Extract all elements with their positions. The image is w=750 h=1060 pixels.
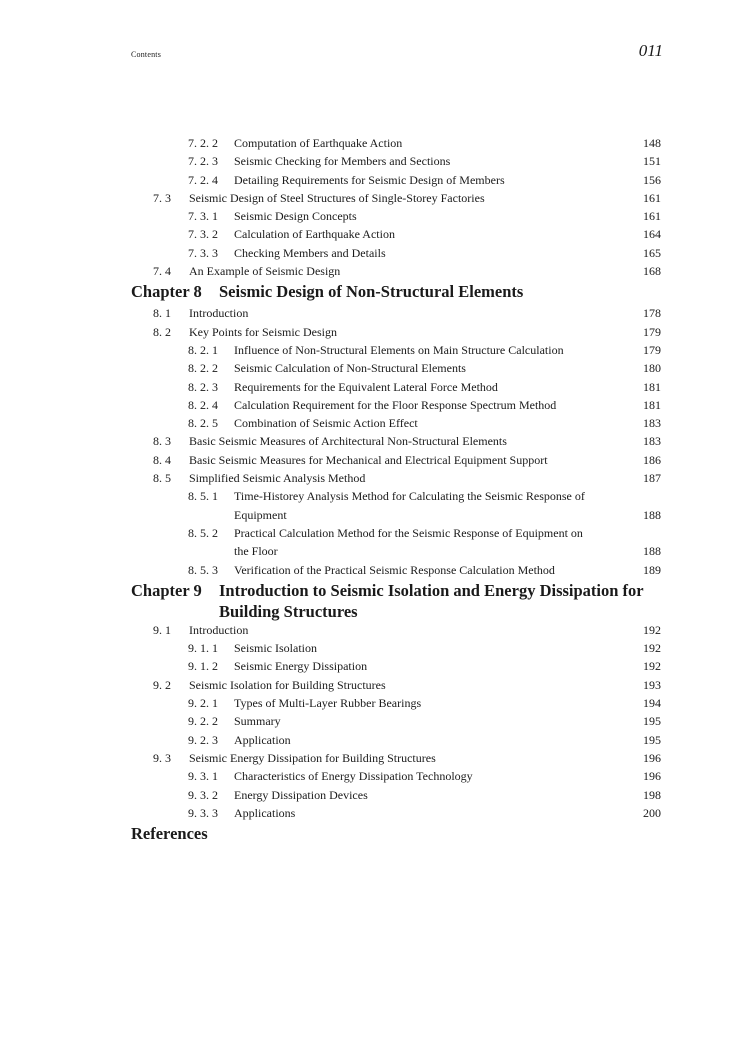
entry-page: 180 bbox=[643, 361, 661, 376]
entry-title: Verification of the Practical Seismic Response Calculation Method bbox=[234, 562, 555, 577]
chapter-number: Chapter 8 bbox=[131, 282, 202, 302]
toc-entry[interactable] bbox=[0, 378, 750, 396]
entry-number: 8. 5. 1 bbox=[188, 489, 218, 504]
toc-entry[interactable] bbox=[0, 524, 750, 542]
entry-title: Simplified Seismic Analysis Method bbox=[189, 471, 366, 486]
entry-page: 196 bbox=[643, 750, 661, 765]
entry-page: 196 bbox=[643, 769, 661, 784]
chapter-title: Introduction to Seismic Isolation and Energy Dissipation for Building Structures bbox=[219, 580, 644, 621]
entry-title: Seismic Isolation bbox=[234, 641, 317, 656]
toc-entry[interactable] bbox=[0, 414, 750, 432]
entry-page: 164 bbox=[643, 227, 661, 242]
entry-page: 151 bbox=[643, 154, 661, 169]
toc-entry[interactable] bbox=[0, 304, 750, 322]
toc-entry[interactable] bbox=[0, 694, 750, 712]
toc-entry-continued[interactable] bbox=[0, 506, 750, 524]
entry-number: 9. 3. 1 bbox=[188, 769, 218, 784]
entry-number: 7. 3. 3 bbox=[188, 245, 218, 260]
toc-entry[interactable] bbox=[0, 731, 750, 749]
entry-page: 189 bbox=[643, 562, 661, 577]
entry-number: 9. 3. 2 bbox=[188, 787, 218, 802]
toc-entry[interactable] bbox=[0, 134, 750, 152]
entry-page: 161 bbox=[643, 190, 661, 205]
toc-entry[interactable] bbox=[0, 341, 750, 359]
entry-title: Seismic Calculation of Non-Structural Elements bbox=[234, 361, 466, 376]
entry-number: 8. 1 bbox=[153, 306, 171, 321]
entry-page: 195 bbox=[643, 714, 661, 729]
entry-page: 192 bbox=[643, 622, 661, 637]
entry-title-continued: Equipment bbox=[234, 507, 287, 522]
toc-entry[interactable] bbox=[0, 225, 750, 243]
toc-entry[interactable] bbox=[0, 767, 750, 785]
entry-page: 200 bbox=[643, 805, 661, 820]
entry-title: Application bbox=[234, 732, 291, 747]
toc-entry[interactable] bbox=[0, 432, 750, 450]
running-header: Contents bbox=[131, 50, 162, 59]
toc-entry[interactable] bbox=[0, 262, 750, 280]
entry-title: Calculation Requirement for the Floor Response Spectrum Method bbox=[234, 397, 557, 412]
entry-title: Detailing Requirements for Seismic Design of Members bbox=[234, 172, 505, 187]
entry-page: 156 bbox=[643, 172, 661, 187]
entry-number: 9. 3 bbox=[153, 750, 171, 765]
entry-number: 9. 2. 3 bbox=[188, 732, 218, 747]
toc-entry[interactable] bbox=[0, 639, 750, 657]
entry-page: 178 bbox=[643, 306, 661, 321]
entry-title: Applications bbox=[234, 805, 296, 820]
toc-entry[interactable] bbox=[0, 323, 750, 341]
entry-number: 8. 2. 4 bbox=[188, 397, 218, 412]
entry-number: 7. 2. 2 bbox=[188, 136, 218, 150]
entry-number: 8. 2. 2 bbox=[188, 361, 218, 376]
entry-title: Seismic Energy Dissipation for Building Structures bbox=[189, 750, 436, 765]
entry-number: 7. 4 bbox=[153, 264, 171, 279]
entry-number: 8. 2. 5 bbox=[188, 416, 218, 431]
entry-number: 7. 3 bbox=[153, 190, 171, 205]
entry-title: Characteristics of Energy Dissipation Technology bbox=[234, 769, 473, 784]
toc-entry[interactable] bbox=[0, 469, 750, 487]
table-of-contents bbox=[0, 134, 750, 846]
toc-entry[interactable] bbox=[0, 621, 750, 639]
entry-number: 7. 3. 1 bbox=[188, 209, 218, 224]
entry-page: 181 bbox=[643, 397, 661, 412]
references-title: References bbox=[131, 824, 208, 844]
entry-number: 7. 3. 2 bbox=[188, 227, 218, 242]
toc-entry[interactable] bbox=[0, 657, 750, 675]
entry-page: 187 bbox=[643, 471, 661, 486]
toc-entry[interactable] bbox=[0, 207, 750, 225]
entry-title: Summary bbox=[234, 714, 281, 729]
entry-number: 8. 5. 3 bbox=[188, 562, 218, 577]
entry-title: Influence of Non-Structural Elements on Main Structure Calculation bbox=[234, 342, 564, 357]
entry-title: Requirements for the Equivalent Lateral Force Method bbox=[234, 379, 498, 394]
entry-page: 186 bbox=[643, 452, 661, 467]
toc-entry[interactable] bbox=[0, 786, 750, 804]
entry-title: Seismic Design Concepts bbox=[234, 209, 357, 224]
entry-title: Key Points for Seismic Design bbox=[189, 324, 337, 339]
entry-title: Basic Seismic Measures for Mechanical and Electrical Equipment Support bbox=[189, 452, 548, 467]
entry-page: 148 bbox=[643, 136, 661, 150]
chapter-title: Seismic Design of Non-Structural Elements bbox=[219, 282, 524, 302]
page-number: 011 bbox=[638, 41, 663, 60]
entry-page: 192 bbox=[643, 641, 661, 656]
entry-page: 168 bbox=[643, 264, 661, 279]
toc-entry[interactable] bbox=[0, 189, 750, 207]
entry-page: 195 bbox=[643, 732, 661, 747]
entry-page: 188 bbox=[643, 507, 661, 522]
entry-page: 194 bbox=[643, 696, 661, 711]
entry-number: 8. 2. 3 bbox=[188, 379, 218, 394]
toc-references[interactable] bbox=[0, 822, 750, 846]
entry-number: 8. 3 bbox=[153, 434, 171, 449]
entry-page: 165 bbox=[643, 245, 661, 260]
entry-number: 9. 1. 1 bbox=[188, 641, 218, 656]
entry-number: 9. 2. 1 bbox=[188, 696, 218, 711]
toc-chapter-heading[interactable] bbox=[0, 281, 750, 303]
entry-page: 183 bbox=[643, 416, 661, 431]
toc-chapter-heading[interactable] bbox=[0, 580, 750, 620]
entry-title: Introduction bbox=[189, 622, 249, 637]
toc-entry[interactable] bbox=[0, 712, 750, 730]
entry-page: 198 bbox=[643, 787, 661, 802]
entry-number: 8. 5. 2 bbox=[188, 525, 218, 540]
entry-page: 179 bbox=[643, 342, 661, 357]
toc-entry[interactable] bbox=[0, 676, 750, 694]
entry-page: 188 bbox=[643, 544, 661, 559]
entry-page: 181 bbox=[643, 379, 661, 394]
entry-title: Energy Dissipation Devices bbox=[234, 787, 368, 802]
entry-page: 161 bbox=[643, 209, 661, 224]
toc-entry[interactable] bbox=[0, 804, 750, 822]
entry-page: 193 bbox=[643, 677, 661, 692]
toc-entry[interactable] bbox=[0, 244, 750, 262]
entry-title: Checking Members and Details bbox=[234, 245, 386, 260]
entry-title: Seismic Checking for Members and Sections bbox=[234, 154, 451, 169]
entry-title: Basic Seismic Measures of Architectural Non-Structural Elements bbox=[189, 434, 507, 449]
entry-title: Practical Calculation Method for the Seismic Response of Equipment on bbox=[234, 525, 583, 540]
toc-entry[interactable] bbox=[0, 451, 750, 469]
toc-entry[interactable] bbox=[0, 396, 750, 414]
entry-title: Time-Historey Analysis Method for Calculating the Seismic Response of bbox=[234, 489, 585, 504]
entry-title: Seismic Isolation for Building Structures bbox=[189, 677, 386, 692]
entry-page: 179 bbox=[643, 324, 661, 339]
entry-number: 9. 2. 2 bbox=[188, 714, 218, 729]
entry-title: Seismic Energy Dissipation bbox=[234, 659, 368, 674]
toc-entry[interactable] bbox=[0, 359, 750, 377]
entry-number: 8. 5 bbox=[153, 471, 171, 486]
entry-page: 192 bbox=[643, 659, 661, 674]
toc-entry[interactable] bbox=[0, 749, 750, 767]
entry-page: 183 bbox=[643, 434, 661, 449]
entry-number: 9. 3. 3 bbox=[188, 805, 218, 820]
entry-number: 8. 2. 1 bbox=[188, 342, 218, 357]
entry-title-continued: the Floor bbox=[234, 544, 278, 559]
entry-title: Types of Multi-Layer Rubber Bearings bbox=[234, 696, 422, 711]
entry-number: 8. 4 bbox=[153, 452, 171, 467]
entry-title: Calculation of Earthquake Action bbox=[234, 227, 395, 242]
toc-entry[interactable] bbox=[0, 152, 750, 170]
entry-title: Seismic Design of Steel Structures of Single-Storey Factories bbox=[189, 190, 485, 205]
toc-entry[interactable] bbox=[0, 561, 750, 579]
entry-number: 7. 2. 4 bbox=[188, 172, 218, 187]
entry-number: 9. 1. 2 bbox=[188, 659, 218, 674]
entry-number: 8. 2 bbox=[153, 324, 171, 339]
entry-title: Computation of Earthquake Action bbox=[234, 136, 403, 150]
entry-number: 7. 2. 3 bbox=[188, 154, 218, 169]
entry-number: 9. 2 bbox=[153, 677, 171, 692]
toc-entry[interactable] bbox=[0, 171, 750, 189]
toc-entry[interactable] bbox=[0, 487, 750, 505]
toc-entry-continued[interactable] bbox=[0, 542, 750, 560]
entry-title: Introduction bbox=[189, 306, 249, 321]
entry-title: An Example of Seismic Design bbox=[189, 264, 341, 279]
chapter-number: Chapter 9 bbox=[131, 580, 202, 600]
entry-number: 9. 1 bbox=[153, 622, 171, 637]
entry-title: Combination of Seismic Action Effect bbox=[234, 416, 418, 431]
